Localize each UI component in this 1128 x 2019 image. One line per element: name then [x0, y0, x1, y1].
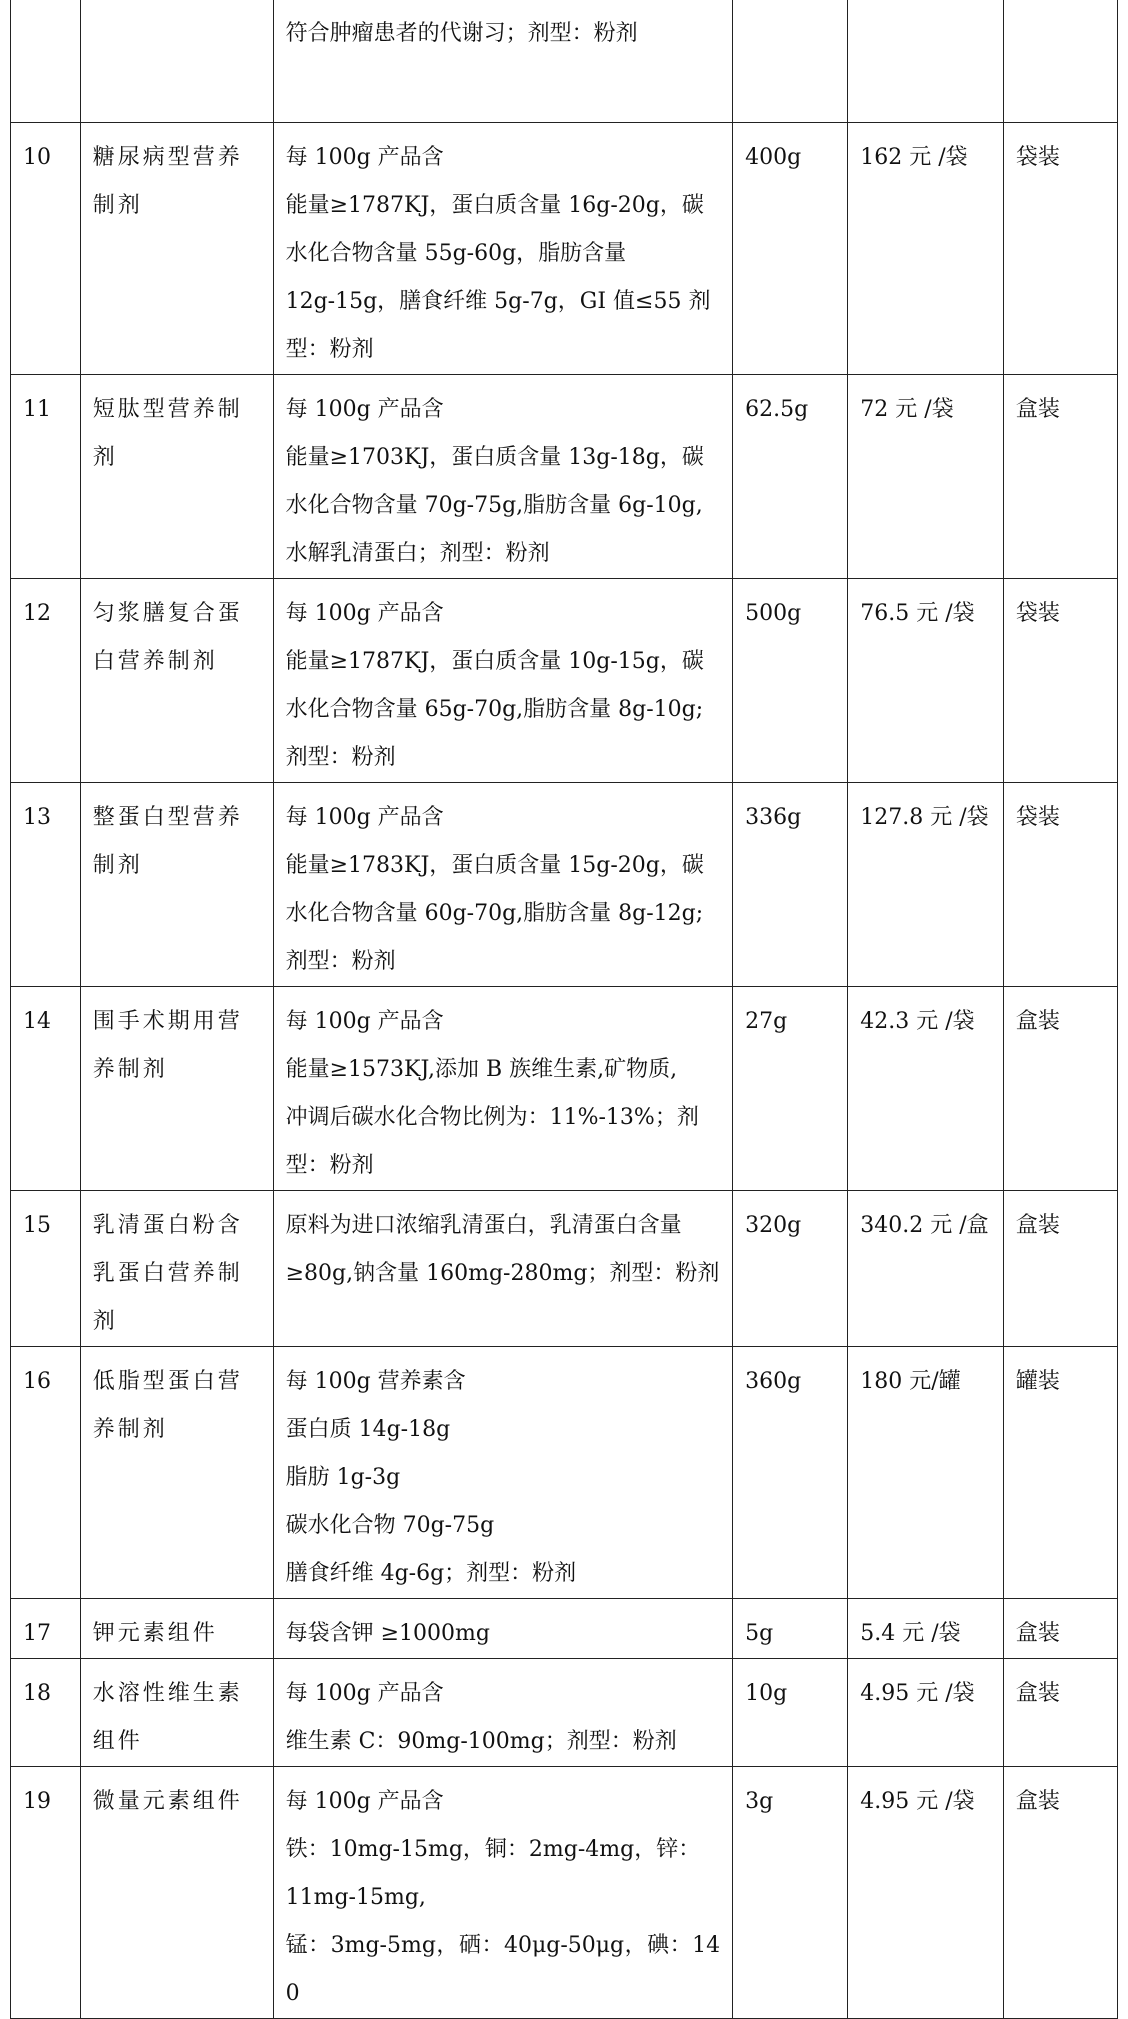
cell-no: 14: [11, 987, 81, 1191]
spec-line: ≥80g,钠含量 160mg-280mg；剂型：粉剂: [285, 1261, 720, 1286]
table-row: [11, 1599, 1118, 1659]
spec-line: 11mg-15mg,: [285, 1885, 426, 1910]
spec-line: 剂型：粉剂: [285, 949, 396, 974]
cell-spec: [273, 579, 733, 783]
cell-pack: 袋装: [1003, 123, 1117, 375]
spec-line: 膳食纤维 4g-6g；剂型：粉剂: [285, 1561, 577, 1586]
cell-price: 4.95 元 /袋: [848, 1767, 1004, 2019]
spec-line: 型：粉剂: [285, 1153, 374, 1178]
cell-pack: [1003, 0, 1117, 123]
cell-size: 27g: [733, 987, 848, 1191]
cell-price: 162 元 /袋: [848, 123, 1004, 375]
cell-price: 340.2 元 /盒: [848, 1191, 1004, 1347]
spec-line: 冲调后碳水化合物比例为：11%-13%；剂: [285, 1105, 699, 1130]
spec-line: 剂型：粉剂: [285, 745, 396, 770]
spec-line: 水化合物含量 65g-70g,脂肪含量 8g-10g;: [285, 697, 704, 722]
cell-spec: [273, 1191, 733, 1347]
cell-size: [733, 0, 848, 123]
spec-line: 每 100g 产品含: [285, 601, 444, 626]
spec-line: 碳水化合物 70g-75g: [285, 1513, 495, 1538]
cell-no: 11: [11, 375, 81, 579]
cell-spec: [273, 1767, 733, 2019]
spec-line: 12g-15g，膳食纤维 5g-7g，GI 值≤55 剂: [285, 289, 711, 314]
table-row: [11, 1347, 1118, 1599]
table-row: [11, 1767, 1118, 2019]
cell-size: 336g: [733, 783, 848, 987]
spec-line: 能量≥1703KJ，蛋白质含量 13g-18g，碳: [285, 445, 704, 470]
table-row: [11, 375, 1118, 579]
cell-no: 18: [11, 1659, 81, 1767]
cell-size: 10g: [733, 1659, 848, 1767]
spec-line: 铁：10mg-15mg，铜：2mg-4mg，锌：: [285, 1837, 701, 1862]
cell-size: 62.5g: [733, 375, 848, 579]
cell-pack: 盒装: [1003, 987, 1117, 1191]
table-row: [11, 123, 1118, 375]
cell-spec: [273, 123, 733, 375]
spec-line: 原料为进口浓缩乳清蛋白，乳清蛋白含量: [285, 1213, 682, 1238]
cell-size: 3g: [733, 1767, 848, 2019]
cell-pack: 罐装: [1003, 1347, 1117, 1599]
spec-line: 能量≥1787KJ，蛋白质含量 16g-20g，碳: [285, 193, 704, 218]
table-row: [11, 783, 1118, 987]
cell-name: 乳清蛋白粉含乳蛋白营养制剂: [80, 1191, 273, 1347]
cell-price: 180 元/罐: [848, 1347, 1004, 1599]
cell-price: 72 元 /袋: [848, 375, 1004, 579]
spec-line: 能量≥1573KJ,添加 B 族维生素,矿物质,: [285, 1057, 678, 1082]
cell-name: 整蛋白型营养制剂: [80, 783, 273, 987]
cell-name: 围手术期用营养制剂: [80, 987, 273, 1191]
cell-name: 水溶性维生素组件: [80, 1659, 273, 1767]
spec-line: 能量≥1783KJ，蛋白质含量 15g-20g，碳: [285, 853, 704, 878]
cell-name: 低脂型蛋白营养制剂: [80, 1347, 273, 1599]
cell-price: 76.5 元 /袋: [848, 579, 1004, 783]
spec-line: 能量≥1787KJ，蛋白质含量 10g-15g，碳: [285, 649, 704, 674]
cell-spec: [273, 783, 733, 987]
product-table: [10, 0, 1118, 2019]
cell-no: 15: [11, 1191, 81, 1347]
spec-line: 每 100g 产品含: [285, 1789, 444, 1814]
spec-line: 符合肿瘤患者的代谢习；剂型：粉剂: [285, 21, 638, 46]
spec-line: 型：粉剂: [285, 337, 374, 362]
cell-pack: 盒装: [1003, 1599, 1117, 1659]
spec-line: 蛋白质 14g-18g: [285, 1417, 451, 1442]
cell-name: 糖尿病型营养制剂: [80, 123, 273, 375]
spec-line: 水化合物含量 70g-75g,脂肪含量 6g-10g,: [285, 493, 703, 518]
cell-spec: [273, 1347, 733, 1599]
spec-line: 脂肪 1g-3g: [285, 1465, 401, 1490]
cell-size: 360g: [733, 1347, 848, 1599]
spec-line: 锰：3mg-5mg，硒：40μg-50μg，碘：140: [285, 1933, 721, 2006]
cell-price: 4.95 元 /袋: [848, 1659, 1004, 1767]
cell-spec: [273, 1659, 733, 1767]
spec-line: 每 100g 产品含: [285, 1009, 444, 1034]
cell-pack: 盒装: [1003, 375, 1117, 579]
cell-price: 5.4 元 /袋: [848, 1599, 1004, 1659]
table-row: [11, 0, 1118, 123]
spec-line: 维生素 C：90mg-100mg；剂型：粉剂: [285, 1729, 677, 1754]
spec-line: 每 100g 营养素含: [285, 1369, 466, 1394]
cell-no: 17: [11, 1599, 81, 1659]
spec-line: 每袋含钾 ≥1000mg: [285, 1621, 490, 1646]
cell-name: 钾元素组件: [80, 1599, 273, 1659]
spec-line: 每 100g 产品含: [285, 805, 444, 830]
cell-no: 12: [11, 579, 81, 783]
cell-pack: 袋装: [1003, 783, 1117, 987]
spec-line: 每 100g 产品含: [285, 1681, 444, 1706]
cell-spec: [273, 0, 733, 123]
spec-line: 水化合物含量 55g-60g，脂肪含量: [285, 241, 627, 266]
spec-line: 每 100g 产品含: [285, 397, 444, 422]
cell-spec: [273, 375, 733, 579]
cell-name: [80, 0, 273, 123]
cell-name: 短肽型营养制剂: [80, 375, 273, 579]
cell-no: 19: [11, 1767, 81, 2019]
cell-no: 13: [11, 783, 81, 987]
table-row: [11, 1191, 1118, 1347]
cell-size: 400g: [733, 123, 848, 375]
spec-line: 水化合物含量 60g-70g,脂肪含量 8g-12g;: [285, 901, 704, 926]
cell-pack: 盒装: [1003, 1659, 1117, 1767]
cell-pack: 袋装: [1003, 579, 1117, 783]
cell-price: 127.8 元 /袋: [848, 783, 1004, 987]
cell-price: [848, 0, 1004, 123]
cell-size: 320g: [733, 1191, 848, 1347]
cell-pack: 盒装: [1003, 1767, 1117, 2019]
spec-line: 每 100g 产品含: [285, 145, 444, 170]
cell-spec: [273, 1599, 733, 1659]
cell-size: 500g: [733, 579, 848, 783]
cell-name: 微量元素组件: [80, 1767, 273, 2019]
cell-size: 5g: [733, 1599, 848, 1659]
cell-pack: 盒装: [1003, 1191, 1117, 1347]
cell-spec: [273, 987, 733, 1191]
cell-name: 匀浆膳复合蛋白营养制剂: [80, 579, 273, 783]
cell-price: 42.3 元 /袋: [848, 987, 1004, 1191]
table-row: [11, 987, 1118, 1191]
table-row: [11, 579, 1118, 783]
table-row: [11, 1659, 1118, 1767]
cell-no: 10: [11, 123, 81, 375]
cell-no: 16: [11, 1347, 81, 1599]
cell-no: [11, 0, 81, 123]
spec-line: 水解乳清蛋白；剂型：粉剂: [285, 541, 550, 566]
